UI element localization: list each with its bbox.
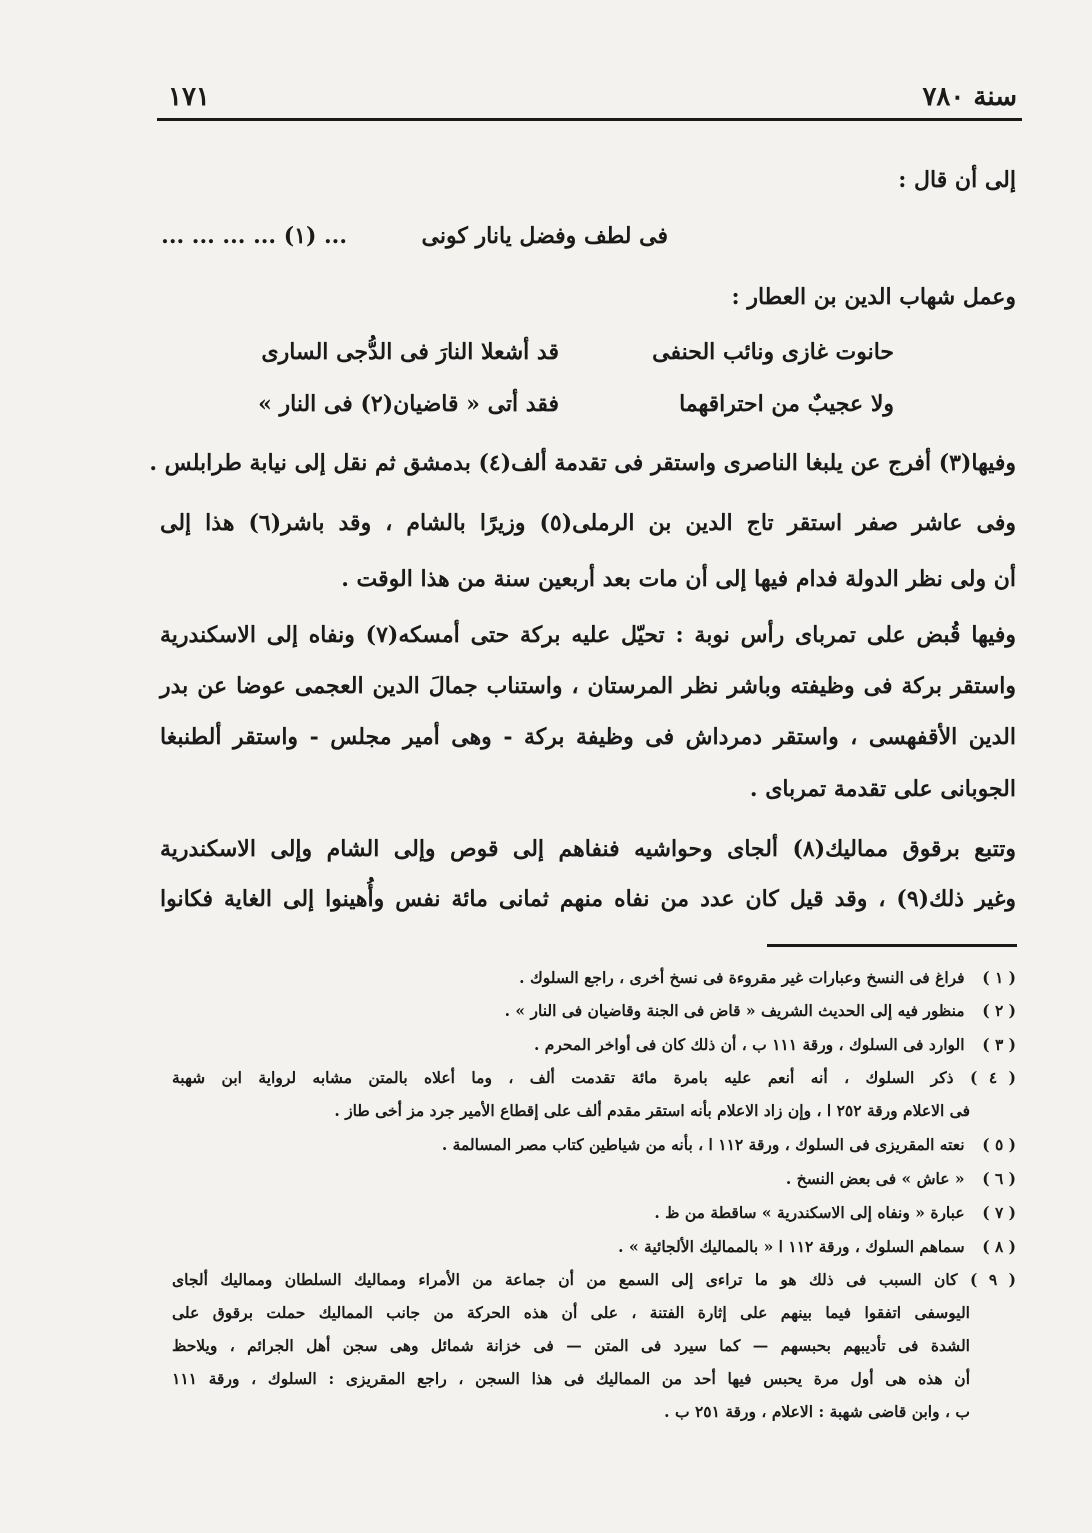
footnote [534,1035,1016,1054]
verse-hemistich: قد أشعلا النارَ فى الدُّجى السارى [261,339,559,365]
text-line: وغير ذلك(٩) ، وقد قيل كان عدد من نفاه منهم ثمانى مائة نفس وأُهينوا إلى الغاية فكانوا [160,886,1016,912]
footnote-number: ( ١ ) [982,968,1016,987]
footnote [786,1169,1016,1188]
footnote-text: « عاش » فى بعض النسخ . [785,1169,965,1188]
footnote-text: ذكر السلوك ، أنه أنعم عليه بامرة مائة تقدمت ألف ، وما أعلاه بالمتن مشابه لرواية ابن شهبة [172,1068,954,1087]
footnote [442,1135,1016,1154]
page-number: ١٧١ [168,82,210,112]
footnote-continuation: أن هذه هى أول مرة يحبس فيها أحد من المماليك فى هذا السجن ، راجع المقريزى : السلوك ، ورقة ١١١ [172,1369,970,1388]
text-line: وعمل شهاب الدين بن العطار : [731,284,1016,310]
verse-hemistich: ... (١) ... ... ... ... [161,223,347,249]
running-header-year: سنة ٧٨٠ [922,82,1017,112]
footnote-number: ( ٤ ) [970,1068,1017,1087]
footnote [618,1237,1016,1256]
text-line: واستقر بركة فى وظيفته وباشر نظر المرستان ، واستناب جمالَ الدين العجمى عوضا عن بدر [160,673,1016,699]
footnote-number: ( ٥ ) [982,1135,1016,1154]
text-line: وفيها(٣) أفرج عن يلبغا الناصرى واستقر فى تقدمة ألف(٤) بدمشق ثم نقل إلى نيابة طرابلس . [149,450,1016,476]
footnote-continuation: فى الاعلام ورقة ٢٥٢ ا ، وإن زاد الاعلام بأنه استقر مقدم ألف على إقطاع الأمير جرد مز أخى طاز . [334,1101,970,1120]
verse-hemistich: فقد أتى « قاضيان(٢) فى النار » [258,391,559,417]
footnote [519,968,1016,987]
footnote-text: منظور فيه إلى الحديث الشريف « قاض فى الجنة وقاضيان فى النار » . [504,1001,965,1020]
footnote-text: سماهم السلوك ، ورقة ١١٢ ا « بالمماليك الألجائية » . [618,1237,965,1256]
footnote-continuation: ب ، وابن قاضى شهبة : الاعلام ، ورقة ٢٥١ ب . [664,1402,970,1421]
text-line: وفيها قُبض على تمرباى رأس نوبة : تحيّل عليه بركة حتى أمسكه(٧) ونفاه إلى الاسكندرية [160,622,1016,648]
text-line: الدين الأقفهسى ، واستقر دمرداش فى وظيفة بركة - وهى أمير مجلس - واستقر ألطنبغا [160,724,1016,750]
footnote-text: نعته المقريزى فى السلوك ، ورقة ١١٢ ا ، بأنه من شياطين كتاب مصر المسالمة . [441,1135,965,1154]
verse-hemistich: حانوت غازى ونائب الحنفى [652,339,894,365]
footnote-continuation: اليوسفى اتفقوا فيما بينهم على إثارة الفتنة ، على أن هذه الحركة من جانب المماليك حملت برقوق على [172,1303,970,1322]
footnote-number: ( ٢ ) [982,1001,1016,1020]
footnote [505,1001,1016,1020]
verse-hemistich: ولا عجيبٌ من احتراقهما [679,391,894,417]
footnote-text: كان السبب فى ذلك هو ما تراءى إلى السمع من أن جماعة من الأمراء ومماليك السلطان ومماليك ألجاى [172,1270,958,1289]
footnote-continuation: الشدة فى تأديبهم بحبسهم — كما سيرد فى المتن — فى خزانة شمائل وهى سجن أهل الجرائم ، ويلاحظ [172,1336,970,1355]
header-rule [157,118,1022,121]
footnote-number: ( ٣ ) [982,1035,1016,1054]
footnote [172,1068,1016,1087]
footnote [654,1203,1016,1222]
footnote-number: ( ٩ ) [970,1270,1017,1289]
footnote [172,1270,1016,1289]
text-line: إلى أن قال : [898,167,1016,193]
text-line: الجوبانى على تقدمة تمرباى . [749,776,1016,802]
verse-hemistich: فى لطف وفضل يانار كونى [421,223,668,249]
text-line: وفى عاشر صفر استقر تاج الدين بن الرملى(٥) وزيرًا بالشام ، وقد باشر(٦) هذا إلى [160,510,1016,536]
footnote-text: الوارد فى السلوك ، ورقة ١١١ ب ، أن ذلك كان فى أواخر المحرم . [533,1035,965,1054]
footnote-text: فراغ فى النسخ وعبارات غير مقروءة فى نسخ أخرى ، راجع السلوك . [519,968,965,987]
footnote-rule [767,944,1017,947]
footnote-number: ( ٦ ) [982,1169,1016,1188]
text-line: وتتبع برقوق مماليك(٨) ألجاى وحواشيه فنفاهم إلى قوص وإلى الشام وإلى الاسكندرية [160,836,1016,862]
text-line: أن ولى نظر الدولة فدام فيها إلى أن مات بعد أربعين سنة من هذا الوقت . [341,566,1016,592]
footnote-number: ( ٧ ) [982,1203,1016,1222]
footnote-number: ( ٨ ) [982,1237,1016,1256]
footnote-text: عبارة « ونفاه إلى الاسكندرية » ساقطة من ظ . [654,1203,965,1222]
